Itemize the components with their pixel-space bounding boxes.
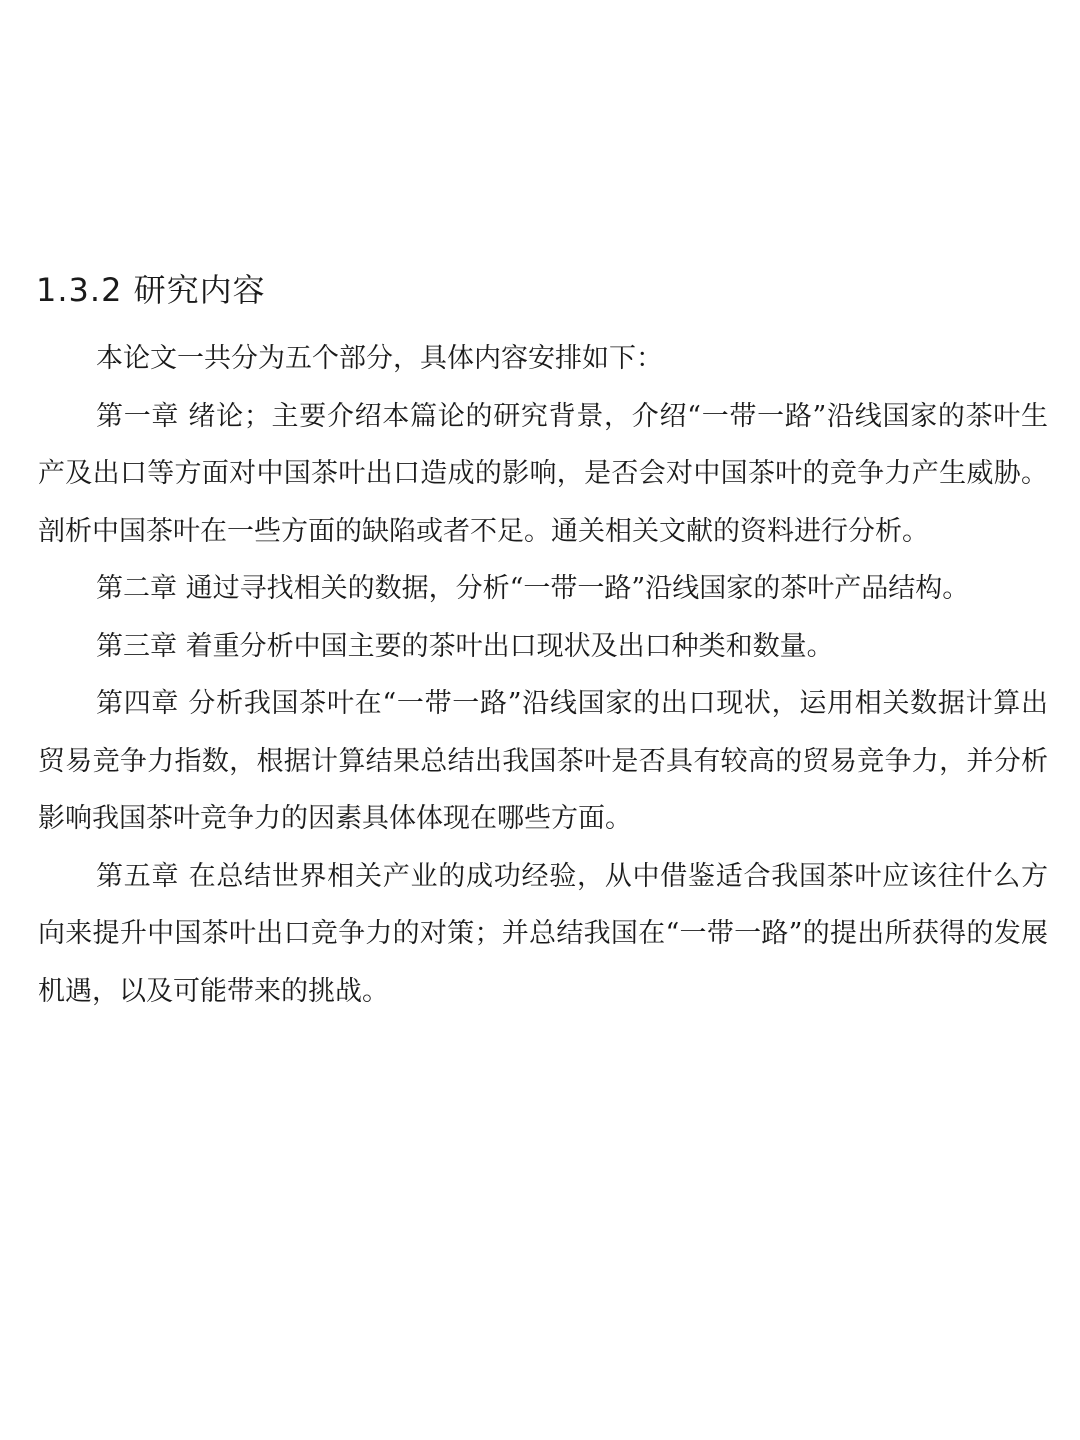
paragraph-intro: 本论文一共分为五个部分，具体内容安排如下：	[96, 343, 663, 374]
paragraph-chapter-4: 第四章 分析我国茶叶在“一带一路”沿线国家的出口现状，运用相关数据计算出贸易竞争力指数，根据计算结果总结出我国茶叶是否具有较高的贸易竞争力，并分析影响我国茶叶竞争力的因素具体体现在哪些方面。	[38, 688, 1048, 834]
paragraph-chapter-3: 第三章 着重分析中国主要的茶叶出口现状及出口种类和数量。	[96, 630, 834, 662]
paragraph-chapter-2: 第二章 通过寻找相关的数据，分析“一带一路”沿线国家的茶叶产品结构。	[96, 573, 970, 604]
paragraph-chapter-5: 第五章 在总结世界相关产业的成功经验，从中借鉴适合我国茶叶应该往什么方向来提升中国茶叶出口竞争力的对策；并总结我国在“一带一路”的提出所获得的发展机遇，以及可能带来的挑战。	[38, 860, 1048, 1007]
paragraph-chapter-1: 第一章 绪论；主要介绍本篇论的研究背景，介绍“一带一路”沿线国家的茶叶生产及出口等方面对中国茶叶出口造成的影响，是否会对中国茶叶的竞争力产生威胁。剖析中国茶叶在一些方面的缺陷或者不足。通关相关文献的资料进行分析。	[38, 400, 1048, 547]
document-body	[38, 330, 1048, 1020]
section-heading: 1.3.2 研究内容	[36, 271, 266, 309]
